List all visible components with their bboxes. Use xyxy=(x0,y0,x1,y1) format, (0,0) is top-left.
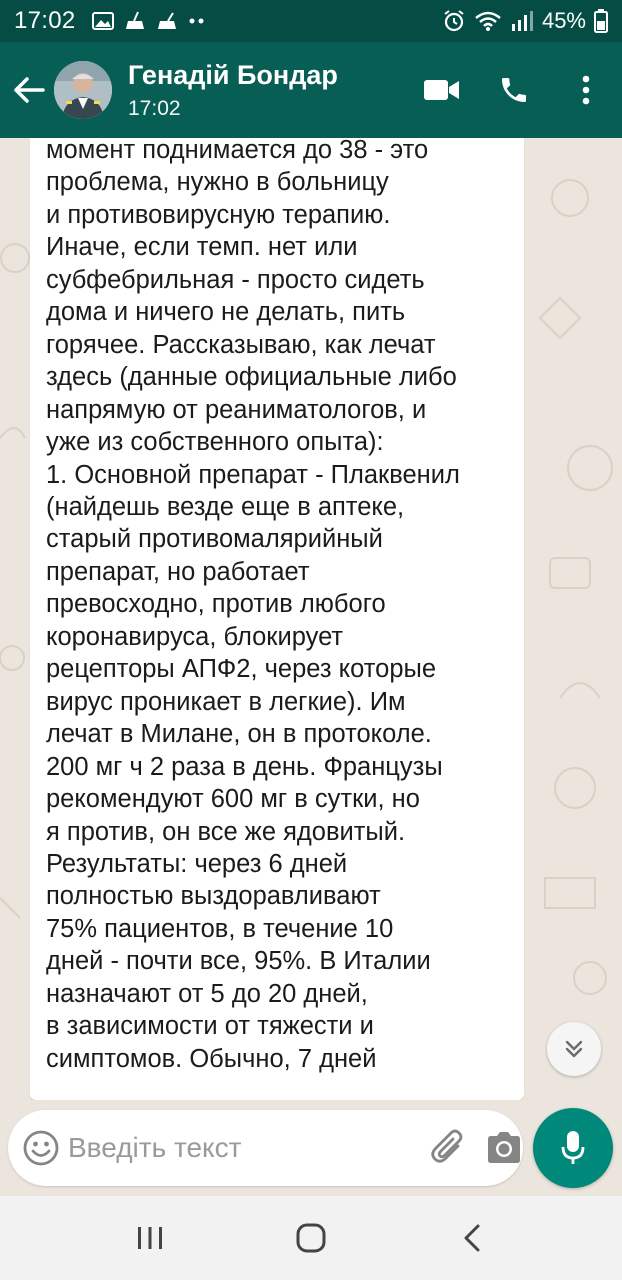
double-chevron-down-icon xyxy=(563,1038,585,1060)
message-line: в зависимости от тяжести и xyxy=(46,1012,374,1041)
camera-icon xyxy=(485,1131,523,1165)
back-nav-button[interactable] xyxy=(432,1203,512,1273)
profile-photo-icon xyxy=(54,61,112,119)
more-vert-icon xyxy=(582,75,590,105)
cleaner-icon xyxy=(124,11,146,31)
chat-header xyxy=(0,42,622,138)
voice-message-button[interactable] xyxy=(533,1108,613,1188)
message-line: лечат в Милане, он в протоколе. xyxy=(46,720,432,749)
back-chevron-icon xyxy=(462,1223,482,1253)
signal-icon xyxy=(510,10,534,32)
system-nav-bar xyxy=(0,1196,622,1280)
message-line: полностью выздоравливают xyxy=(46,882,381,911)
message-bubble[interactable] xyxy=(30,138,524,1100)
attach-button[interactable] xyxy=(429,1120,469,1176)
message-line: (найдешь везде еще в аптеке, xyxy=(46,492,405,521)
cleaner-icon xyxy=(156,11,178,31)
message-line: момент поднимается до 38 - это xyxy=(46,138,429,164)
scroll-to-bottom-button[interactable] xyxy=(547,1022,601,1076)
message-line: 200 мг ч 2 раза в день. Французы xyxy=(46,752,443,781)
chat-area[interactable] xyxy=(0,138,622,1100)
more-notifications-icon xyxy=(188,17,206,25)
message-input[interactable] xyxy=(68,1118,429,1178)
wifi-icon xyxy=(474,10,502,32)
paperclip-icon xyxy=(429,1128,469,1168)
phone-icon xyxy=(498,74,530,106)
microphone-icon xyxy=(561,1130,585,1166)
back-button[interactable] xyxy=(4,55,54,125)
avatar[interactable] xyxy=(54,61,112,119)
message-line: превосходно, против любого xyxy=(46,590,386,619)
message-line: 1. Основной препарат - Плаквенил xyxy=(46,460,460,489)
message-line: рекомендуют 600 мг в сутки, но xyxy=(46,785,420,814)
emoji-icon xyxy=(22,1129,60,1167)
video-call-icon xyxy=(423,78,461,102)
voice-call-button[interactable] xyxy=(484,55,544,125)
recents-button[interactable] xyxy=(110,1203,190,1273)
message-line: субфебрильная - просто сидеть xyxy=(46,265,425,294)
message-line: и противовирусную терапию. xyxy=(46,200,391,229)
emoji-button[interactable] xyxy=(22,1122,60,1174)
notification-icons xyxy=(92,11,206,31)
message-line: Результаты: через 6 дней xyxy=(46,849,348,878)
gallery-icon xyxy=(92,12,114,30)
message-line: назначают от 5 до 20 дней, xyxy=(46,979,368,1008)
message-line: препарат, но работает xyxy=(46,557,310,586)
status-bar xyxy=(0,0,622,42)
menu-button[interactable] xyxy=(556,55,616,125)
contact-last-seen: 17:02 xyxy=(128,96,181,120)
message-text xyxy=(46,138,524,1075)
contact-info[interactable] xyxy=(128,60,338,121)
composer xyxy=(0,1100,622,1196)
video-call-button[interactable] xyxy=(412,55,472,125)
message-line: вирус проникает в легкие). Им xyxy=(46,687,406,716)
message-line: коронавируса, блокирует xyxy=(46,622,344,651)
camera-button[interactable] xyxy=(485,1120,523,1176)
message-line: проблема, нужно в больницу xyxy=(46,168,389,197)
message-line: дома и ничего не делать, пить xyxy=(46,298,406,327)
message-line: старый противомалярийный xyxy=(46,525,383,554)
status-time: 17:02 xyxy=(14,7,76,34)
message-line: напрямую от реаниматологов, и xyxy=(46,395,427,424)
message-line: уже из собственного опыта): xyxy=(46,428,384,457)
message-line: 75% пациентов, в течение 10 xyxy=(46,914,394,943)
battery-icon xyxy=(594,9,608,33)
message-line: рецепторы АПФ2, через которые xyxy=(46,655,437,684)
message-line: здесь (данные официальные либо xyxy=(46,363,457,392)
arrow-left-icon xyxy=(13,76,45,104)
message-line: я против, он все же ядовитый. xyxy=(46,817,406,846)
home-button[interactable] xyxy=(271,1203,351,1273)
recents-icon xyxy=(135,1225,165,1251)
message-line: горячее. Рассказываю, как лечат xyxy=(46,330,436,359)
message-line: Иначе, если темп. нет или xyxy=(46,233,358,262)
contact-name: Генадій Бондар xyxy=(128,59,338,90)
home-icon xyxy=(296,1223,326,1253)
alarm-icon xyxy=(442,9,466,33)
message-line: дней - почти все, 95%. В Италии xyxy=(46,947,431,976)
battery-percent: 45% xyxy=(541,8,586,33)
message-line: симптомов. Обычно, 7 дней xyxy=(46,1044,377,1073)
message-input-bar xyxy=(8,1110,523,1186)
